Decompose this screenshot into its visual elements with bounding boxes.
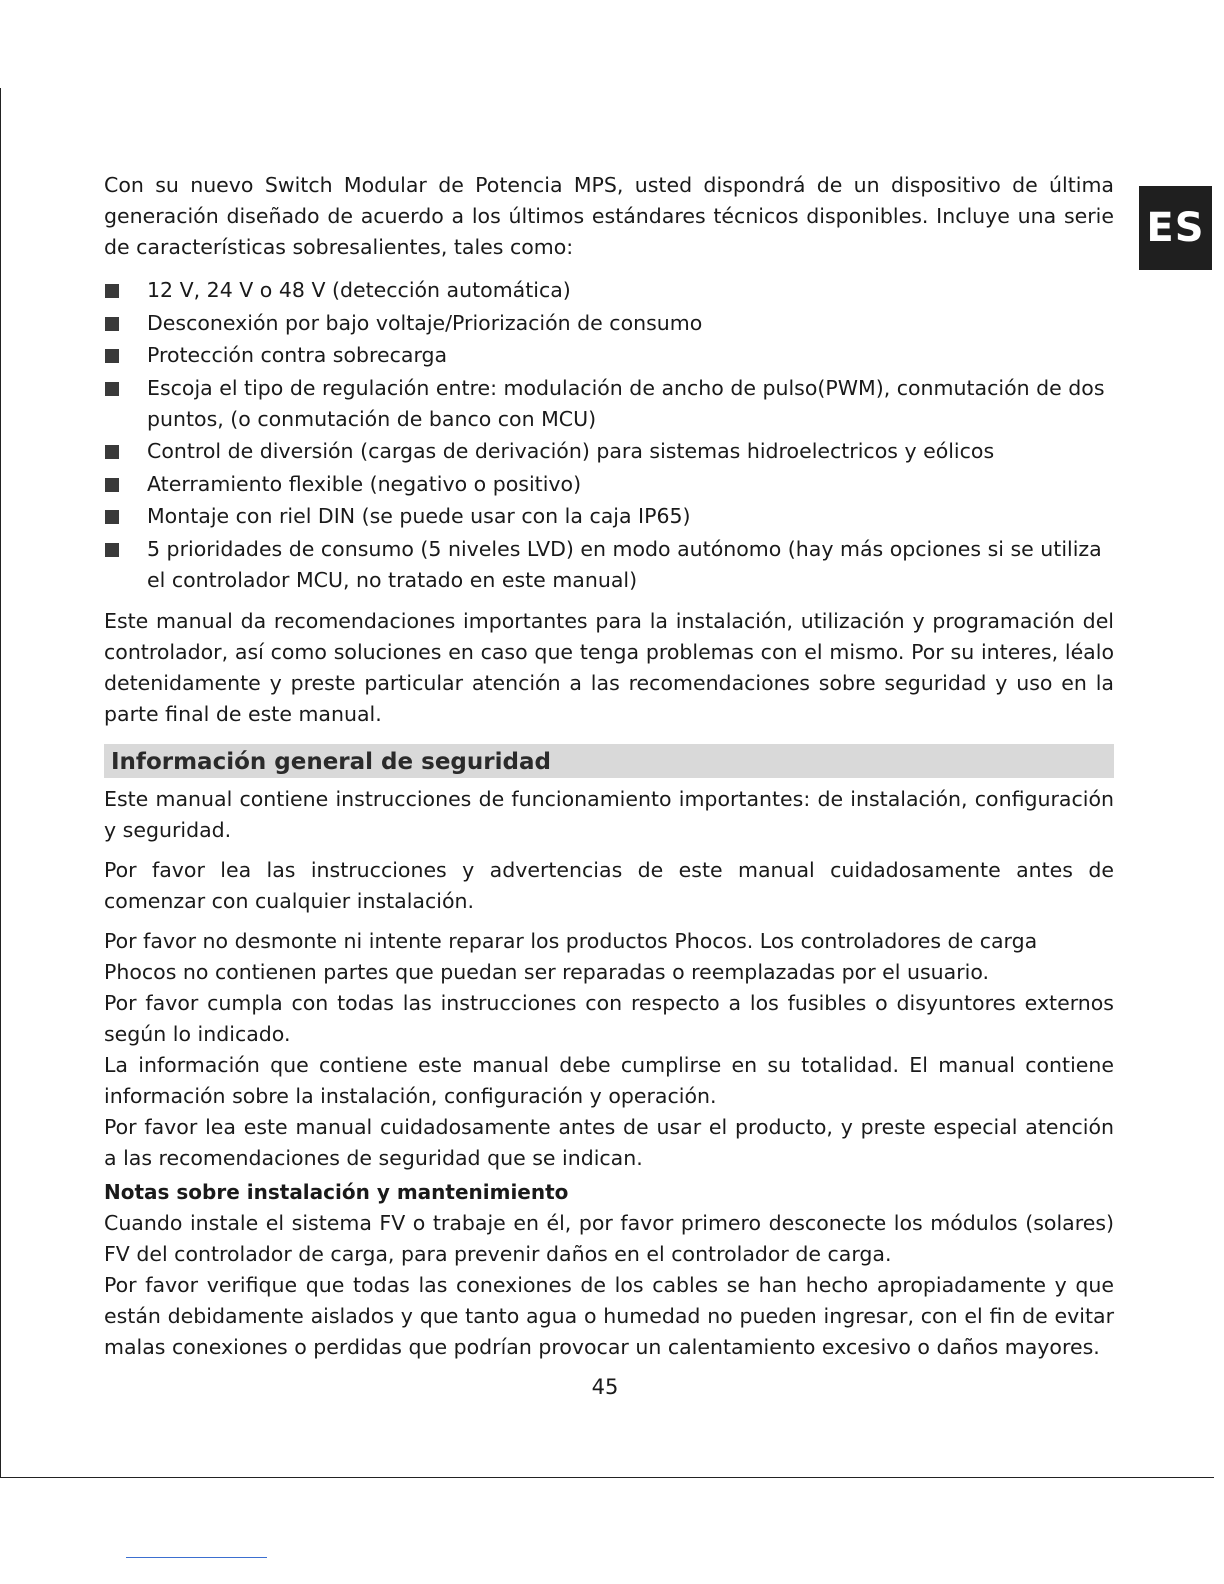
feature-text: Protección contra sobrecarga (147, 343, 448, 367)
square-bullet-icon (105, 510, 119, 524)
page-content (104, 170, 1114, 1363)
list-item (104, 340, 1114, 371)
square-bullet-icon (105, 478, 119, 492)
page-left-border (0, 88, 1, 1478)
intro-paragraph: Con su nuevo Switch Modular de Potencia MPS, usted dispondrá de un dispositivo de última generación diseñado de acuerdo a los últimos estándares técnicos disponibles. Incluye una serie de características sobresalientes, tales como: (104, 173, 1114, 259)
feature-text: Escoja el tipo de regulación entre: modulación de ancho de pulso(PWM), conmutación de dos puntos, (o conmutación de banco con MCU) (147, 375, 1105, 431)
list-item (104, 469, 1114, 500)
page-number: 45 (591, 1375, 619, 1399)
square-bullet-icon (105, 445, 119, 459)
install-paragraph: Cuando instale el sistema FV o trabaje en él, por favor primero desconecte los módulos (solares) FV del controlador de carga, para prevenir daños en el controlador de carga. (104, 1210, 1114, 1266)
safety-paragraph: Por favor cumpla con todas las instrucciones con respecto a los fusibles o disyuntores externos según lo indicado. (104, 990, 1114, 1046)
safety-paragraph: Este manual contiene instrucciones de funcionamiento importantes: de instalación, configuración y seguridad. (104, 786, 1114, 842)
feature-text: 5 prioridades de consumo (5 niveles LVD) en modo autónomo (hay más opciones si se utiliza el controlador MCU, no tratado en este manual) (147, 536, 1102, 592)
section-heading: Información general de seguridad (104, 744, 1114, 778)
install-paragraph: Por favor verifique que todas las conexiones de los cables se han hecho apropiadamente y que están debidamente aislados y que tanto agua o humedad no pueden ingresar, con el fin de evitar malas conexiones o perdidas que podrían provocar un calentamiento excesivo o daños mayores. (104, 1272, 1114, 1359)
safety-paragraph: La información que contiene este manual debe cumplirse en su totalidad. El manual contiene información sobre la instalación, configuración y operación. (104, 1052, 1114, 1108)
feature-list (104, 275, 1114, 596)
safety-paragraph: Por favor lea este manual cuidadosamente antes de usar el producto, y preste especial atención a las recomendaciones de seguridad que se indican. (104, 1114, 1114, 1170)
square-bullet-icon (105, 382, 119, 396)
square-bullet-icon (105, 284, 119, 298)
safety-paragraph: Por favor no desmonte ni intente reparar los productos Phocos. Los controladores de carga Phocos no contienen partes que puedan ser reparadas o reemplazadas por el usuario. (104, 928, 1038, 984)
manual-note-paragraph: Este manual da recomendaciones importantes para la instalación, utilización y programación del controlador, así como soluciones en caso que tenga problemas con el mismo. Por su interes, léalo detenidamente y preste particular atención a las recomendaciones sobre seguridad y uso en la parte final de este manual. (104, 608, 1114, 726)
list-item (104, 534, 1114, 596)
language-tab: ES (1139, 186, 1212, 270)
feature-text: Montaje con riel DIN (se puede usar con la caja IP65) (147, 504, 691, 528)
square-bullet-icon (105, 349, 119, 363)
feature-text: Desconexión por bajo voltaje/Priorización de consumo (147, 310, 703, 335)
footer-mark (126, 1557, 267, 1558)
list-item (104, 436, 1114, 467)
list-item (104, 275, 1114, 306)
safety-paragraph: Por favor lea las instrucciones y advertencias de este manual cuidadosamente antes de comenzar con cualquier instalación. (104, 857, 1114, 913)
feature-text: Control de diversión (cargas de derivación) para sistemas hidroelectricos y eólicos (147, 439, 995, 463)
page-bottom-border (0, 1477, 1214, 1478)
feature-text: 12 V, 24 V o 48 V (detección automática) (147, 278, 571, 302)
list-item (104, 373, 1114, 435)
square-bullet-icon (105, 317, 119, 331)
square-bullet-icon (105, 543, 119, 557)
list-item (104, 308, 1114, 339)
list-item (104, 501, 1114, 532)
install-heading: Notas sobre instalación y mantenimiento (104, 1179, 569, 1204)
feature-text: Aterramiento flexible (negativo o positivo) (147, 471, 582, 496)
